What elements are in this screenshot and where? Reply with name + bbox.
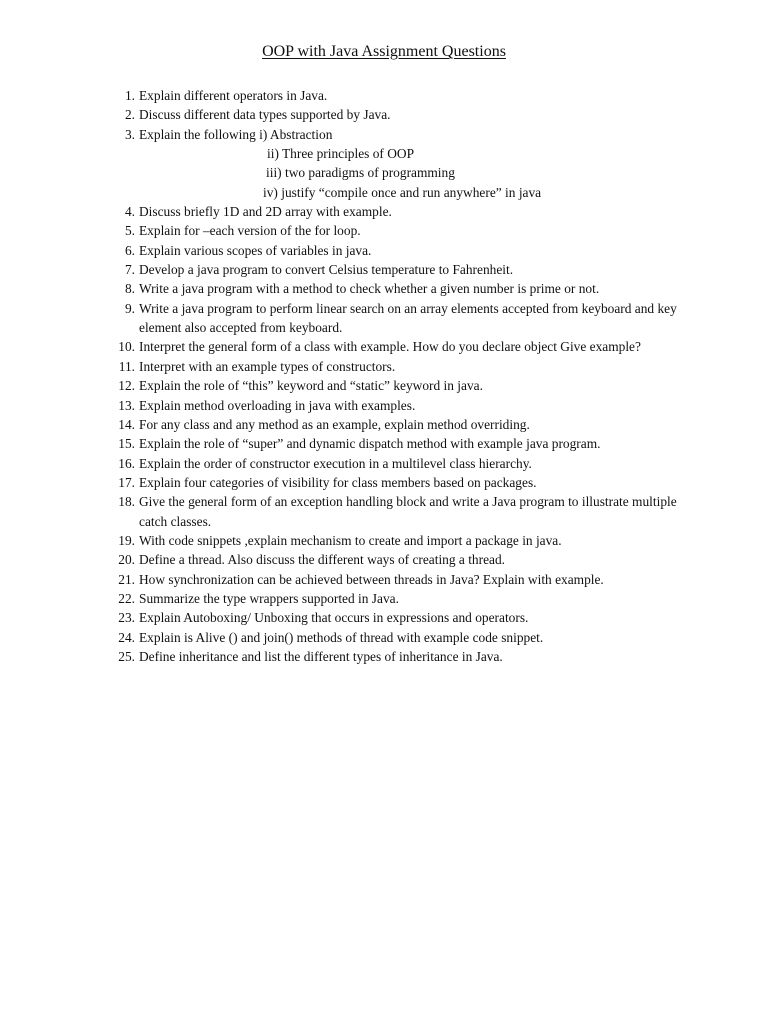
item-number: 23. — [118, 610, 135, 626]
item-number: 22. — [118, 590, 135, 606]
item-number: 17. — [118, 474, 135, 490]
item-text: Define a thread. Also discuss the different ways of creating a thread. — [139, 552, 506, 568]
item-text: Define inheritance and list the different types of inheritance in Java. — [139, 648, 503, 664]
item-number: 20. — [118, 552, 135, 568]
item-text: Explain various scopes of variables in java. — [139, 242, 372, 258]
list-item — [112, 357, 692, 376]
list-item — [112, 454, 692, 473]
item-text: Explain the role of “this” keyword and “static” keyword in java. — [139, 378, 483, 394]
item-text: Explain different operators in Java. — [139, 88, 328, 103]
item-number: 18. — [118, 494, 135, 510]
item-text: Summarize the type wrappers supported in Java. — [139, 590, 399, 606]
item-number: 15. — [118, 436, 135, 452]
item-number: 9. — [124, 300, 135, 316]
list-item — [112, 647, 692, 666]
item-number: 19. — [118, 532, 135, 548]
item-text: Write a java program with a method to check whether a given number is prime or not. — [139, 281, 600, 297]
page-title-text: OOP with Java Assignment Questions — [262, 43, 506, 60]
item-number: 1. — [124, 88, 135, 103]
item-text: Explain Autoboxing/ Unboxing that occurs in expressions and operators. — [139, 610, 529, 626]
item-text: For any class and any method as an example, explain method overriding. — [139, 416, 530, 432]
item-text: Write a java program to perform linear search on an array elements accepted from keyboard and key element also accepted from keyboard. — [139, 300, 677, 336]
list-item — [112, 531, 692, 550]
item-text: How synchronization can be achieved between threads in Java? Explain with example. — [139, 571, 604, 587]
sub-item: iii) two paradigms of programming — [266, 165, 455, 181]
question-list — [112, 86, 692, 666]
item-number: 11. — [118, 358, 135, 374]
item-number: 25. — [118, 648, 135, 664]
sub-item: iv) justify “compile once and run anywhere” in java — [263, 184, 542, 200]
list-item — [112, 241, 692, 260]
page-title — [0, 42, 768, 62]
list-item — [112, 473, 692, 492]
item-text: Explain method overloading in java with examples. — [139, 397, 416, 413]
list-item — [112, 86, 692, 105]
item-number: 3. — [124, 126, 135, 142]
item-number: 5. — [124, 223, 135, 239]
item-number: 8. — [124, 281, 135, 297]
list-item — [112, 299, 692, 338]
item-text: Explain the order of constructor execution in a multilevel class hierarchy. — [139, 455, 532, 471]
list-item — [112, 337, 692, 356]
list-item — [112, 125, 692, 202]
item-text: With code snippets ,explain mechanism to create and import a package in java. — [139, 532, 562, 548]
item-number: 14. — [118, 416, 135, 432]
list-item — [112, 202, 692, 221]
item-text: Interpret with an example types of constructors. — [139, 358, 396, 374]
item-number: 10. — [118, 339, 135, 355]
item-number: 12. — [118, 378, 135, 394]
list-item — [112, 260, 692, 279]
item-number: 4. — [124, 204, 135, 220]
item-number: 6. — [124, 242, 135, 258]
list-item — [112, 570, 692, 589]
list-item — [112, 434, 692, 453]
item-text: Give the general form of an exception handling block and write a Java program to illustrate multiple catch classes. — [139, 494, 677, 529]
list-item — [112, 396, 692, 415]
item-text: Discuss briefly 1D and 2D array with example. — [139, 204, 392, 220]
item-number: 13. — [118, 397, 135, 413]
item-number: 2. — [124, 107, 135, 123]
list-item — [112, 550, 692, 569]
list-item — [112, 608, 692, 627]
list-item — [112, 279, 692, 298]
item-text: Explain the role of “super” and dynamic dispatch method with example java program. — [139, 436, 601, 452]
item-number: 21. — [118, 571, 135, 587]
item-number: 24. — [118, 629, 135, 645]
list-item — [112, 105, 692, 124]
item-text: Discuss different data types supported by Java. — [139, 107, 391, 123]
item-text: Develop a java program to convert Celsius temperature to Fahrenheit. — [139, 262, 514, 278]
item-number: 16. — [118, 455, 135, 471]
list-item — [112, 492, 692, 531]
list-item — [112, 221, 692, 240]
item-text: Explain four categories of visibility for class members based on packages. — [139, 474, 537, 490]
item-text: Explain is Alive () and join() methods of thread with example code snippet. — [139, 629, 544, 645]
sub-item: ii) Three principles of OOP — [267, 146, 415, 162]
item-text: Explain for –each version of the for loop. — [139, 223, 361, 239]
list-item — [112, 376, 692, 395]
item-number: 7. — [124, 262, 135, 278]
list-item — [112, 628, 692, 647]
item-text: Interpret the general form of a class with example. How do you declare object Give example? — [139, 339, 641, 355]
list-item — [112, 415, 692, 434]
list-item — [112, 589, 692, 608]
item-text: Explain the following i) Abstraction — [139, 126, 333, 142]
